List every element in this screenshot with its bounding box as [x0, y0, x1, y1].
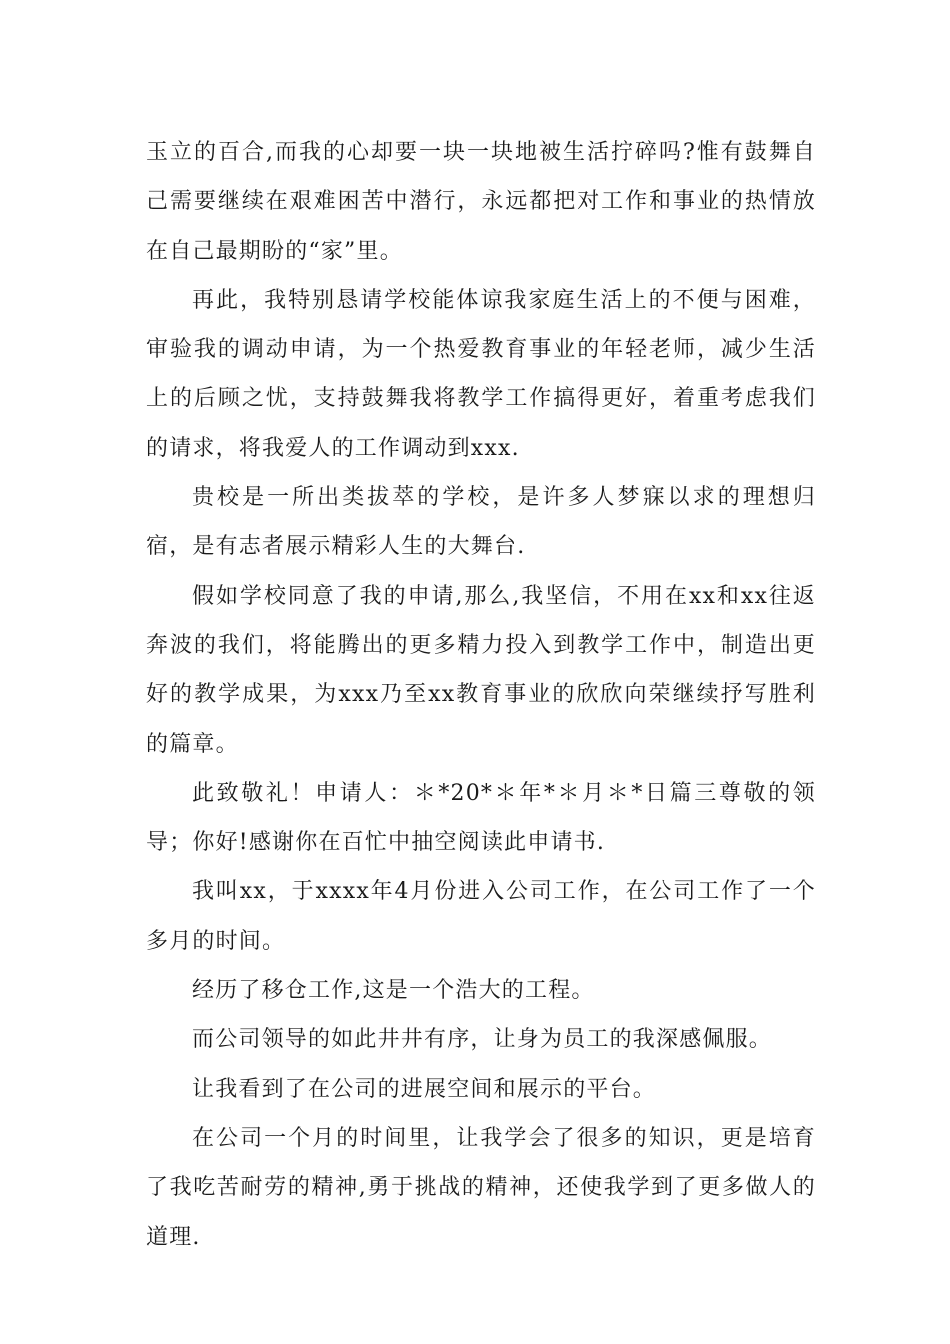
- document-page: [146, 128, 816, 1262]
- paragraph-1: 玉立的百合,而我的心却要一块一块地被生活拧碎吗?惟有鼓舞自己需要继续在艰难困苦中潜行，永远都把对工作和事业的热情放在自己最期盼的“家”里。: [146, 140, 816, 264]
- paragraph-5: 此致敬礼！申请人：＊*20*＊年*＊月＊*日篇三尊敬的领导；你好!感谢你在百忙中抽空阅读此申请书.: [146, 780, 816, 856]
- paragraph-10: 在公司一个月的时间里，让我学会了很多的知识，更是培育了我吃苦耐劳的精神,勇于挑战的精神，还使我学到了更多做人的道理.: [146, 1125, 816, 1250]
- paragraph-6: 我叫xx，于xxxx年4月份进入公司工作，在公司工作了一个多月的时间。: [146, 879, 816, 954]
- paragraph-4: 假如学校同意了我的申请,那么,我坚信，不用在xx和xx往返奔波的我们，将能腾出的更多精力投入到教学工作中，制造出更好的教学成果，为xxx乃至xx教育事业的欣欣向荣继续抒写胜利的篇章。: [146, 583, 816, 757]
- paragraph-8: 而公司领导的如此井井有序，让身为员工的我深感佩服。: [192, 1027, 773, 1053]
- paragraph-9: 让我看到了在公司的进展空间和展示的平台。: [192, 1076, 657, 1102]
- paragraph-7: 经历了移仓工作,这是一个浩大的工程。: [192, 978, 595, 1004]
- paragraph-2: 再此，我特别恳请学校能体谅我家庭生活上的不便与困难，审验我的调动申请，为一个热爱教育事业的年轻老师，减少生活上的后顾之忧，支持鼓舞我将教学工作搞得更好，着重考虑我们的请求，将我爱人的工作调动到xxx.: [146, 287, 816, 461]
- paragraph-3: 贵校是一所出类拔萃的学校，是许多人梦寐以求的理想归宿，是有志者展示精彩人生的大舞台.: [146, 485, 816, 560]
